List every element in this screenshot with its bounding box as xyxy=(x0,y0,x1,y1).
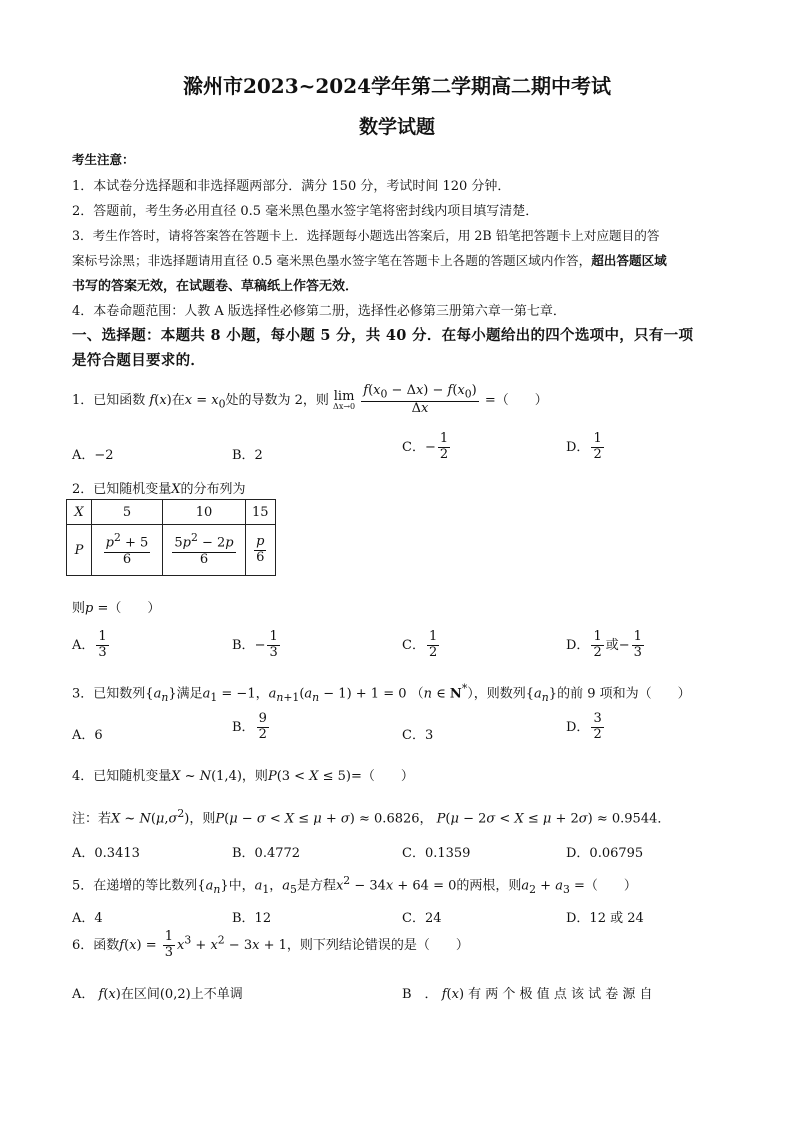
section-heading-line2: 是符合题目要求的． xyxy=(72,352,206,369)
option-label: D． xyxy=(566,439,590,455)
option-label: A． xyxy=(72,637,95,653)
q2-stem-part: 的分布列为 xyxy=(180,482,246,497)
table-head-x: X xyxy=(67,500,92,525)
q3-option-c: C．3 xyxy=(402,728,434,743)
q3-stem-part: ），则数列 xyxy=(467,686,526,702)
q6-stem-part: 6．函数 xyxy=(72,937,120,953)
q4-note-part: ，则 xyxy=(189,811,216,827)
limit-operator: lim Δx→0 xyxy=(333,388,356,411)
q6-option-b-part: 有 两 个 极 值 点 该 试 卷 源 自 xyxy=(468,987,653,1002)
notice-item-3-cont xyxy=(72,250,667,269)
q6-stem-part: ，则下列结论错误的是（ ） xyxy=(286,937,469,953)
q3-stem-part: （ xyxy=(410,686,424,702)
notice-heading: 考生注意： xyxy=(72,152,135,167)
q4-option-a: A．0.3413 xyxy=(72,846,140,861)
option-label: C． xyxy=(402,637,425,653)
table-p-label: P xyxy=(67,525,92,576)
option-label: D． xyxy=(566,719,590,735)
q4-option-b: B．0.4772 xyxy=(232,846,301,861)
q1-stem-part: 处的导数为 2，则 xyxy=(225,392,329,408)
q5-stem-part: 是方程 xyxy=(296,878,336,894)
q2-option-b: B．− $\frac{1}{3}$ xyxy=(232,629,278,660)
q5-stem-part: 5．在递增的等比数列 xyxy=(72,878,198,894)
q3-stem-part: 的前 9 项和为（ ） xyxy=(557,686,691,702)
q1-option-b: B．2 xyxy=(232,448,263,463)
q5-stem-part: =（ ） xyxy=(574,878,637,894)
option-label: B． xyxy=(232,637,255,653)
q4-stem-part: 4．已知随机变量 xyxy=(72,769,172,784)
notice-item-3: 3．考生作答时，请将答案答在答题卡上．选择题每小题选出答案后，用 2B 铅笔把答题卡上对应题目的答 xyxy=(72,228,660,243)
table-head-10: 10 xyxy=(163,500,246,525)
q2-option-a: A． $\frac{1}{3}$ xyxy=(72,629,107,660)
q2-ask: 则p =（ ） xyxy=(72,601,161,616)
question-2-stem: 2．已知随机变量X的分布列为 xyxy=(72,482,246,497)
option-or: 或 xyxy=(605,637,619,653)
q3-stem-part: 满足 xyxy=(176,686,203,702)
q5-option-c: C．24 xyxy=(402,911,442,926)
math-fx: f xyxy=(149,392,155,408)
notice-item-1: 1．本试卷分选择题和非选择题两部分．满分 150 分，考试时间 120 分钟． xyxy=(72,179,511,194)
question-4-note: 注：若X ~ $N(\mu,\sigma^2)$，则P(μ − σ < X ≤ μ + σ) ≈ 0.6826， P(μ − 2σ < X ≤ μ + 2σ) ≈ 0.9544． xyxy=(72,807,671,827)
q3-option-d: D． $\frac{3}{2}$ xyxy=(566,711,602,742)
q1-option-a: A．−2 xyxy=(72,448,114,463)
q5-option-b: B．12 xyxy=(232,911,272,926)
table-p-5: $\frac{p^2 + 5}{6}$ xyxy=(92,525,163,576)
q4-note-part: ≈ 0.6826， xyxy=(359,811,433,827)
q6-option-a-part: 上不单调 xyxy=(190,987,243,1002)
q1-option-d: D． $\frac{1}{2}$ xyxy=(566,431,602,462)
question-5-stem: 5．在递增的等比数列$\{a_n\}$中，$a_1$，$a_5$是方程$x^2 - 34x + 64 = 0$的两根，则$a_2 + a_3$ =（ ） xyxy=(72,874,637,896)
table-p-10: $\frac{5p^2 - 2p}{6}$ xyxy=(163,525,246,576)
q6-option-a: A． f(x)在区间(0,2)上不单调 xyxy=(72,987,243,1002)
q5-option-d: D．12 或 24 xyxy=(566,911,644,926)
notice-item-2: 2．答题前，考生务必用直径 0.5 毫米黑色墨水签字笔将密封线内项目填写清楚． xyxy=(72,204,539,219)
notice-item-3-line3: 书写的答案无效，在试题卷、草稿纸上作答无效． xyxy=(72,279,359,294)
notice-item-3-bold: 超出答题区域 xyxy=(591,253,667,268)
q3-option-b: B． $\frac{9}{2}$ xyxy=(232,711,267,742)
exam-title: 滁州市2023~2024学年第二学期高二期中考试 xyxy=(182,74,612,98)
question-3-stem: 3．已知数列$\{a_n\}$满足$a_1 = -1$，$a_{n+1}(a_n - 1) + 1 = 0$ （n ∈ N*），则数列$\{a_n\}$的前 9 项和为（ ） xyxy=(72,682,691,704)
notice-item-3-line2: 案标号涂黑；非选择题请用直径 0.5 毫米黑色墨水签字笔在答题卡上各题的答题区域内作答， xyxy=(72,253,592,268)
q5-stem-part: 中， xyxy=(228,878,255,894)
q4-option-c: C．0.1359 xyxy=(402,846,471,861)
section-heading-line1: 一、选择题：本题共 8 小题，每小题 5 分，共 40 分．在每小题给出的四个选项中，只有一项 xyxy=(72,327,694,344)
question-6-stem: 6．函数f(x) = $\frac{1}{3}$ $x^3 + x^2 - 3x + 1$，则下列结论错误的是（ ） xyxy=(72,929,469,960)
q2-stem-part: 2．已知随机变量 xyxy=(72,482,172,497)
option-label: D． xyxy=(566,637,590,653)
q4-option-d: D．0.06795 xyxy=(566,846,644,861)
option-label: A． xyxy=(72,987,95,1002)
q3-stem-part: 3．已知数列 xyxy=(72,686,146,702)
exam-subtitle: 数学试题 xyxy=(358,116,435,138)
q6-option-b: B ． f(x) 有 两 个 极 值 点 该 试 卷 源 自 xyxy=(402,987,653,1002)
option-label: B． xyxy=(232,719,255,735)
question-4-stem: 4．已知随机变量X ~ N(1,4)，则P(3 < X ≤ 5)=（ ） xyxy=(72,769,414,784)
q4-stem-part: =（ ） xyxy=(350,769,414,784)
option-label: C． xyxy=(402,439,425,455)
q5-stem-part: 的两根，则 xyxy=(456,878,522,894)
q2-ask-part: =（ ） xyxy=(97,601,161,616)
q1-stem-part: 在 xyxy=(171,392,185,408)
q4-note-part: 注：若 xyxy=(72,811,112,827)
q1-difference-quotient: $\frac{f(x_0 - \Delta x) - f(x_0)}{\Delta x}$ xyxy=(363,383,477,417)
q4-note-part: ≈ 0.9544． xyxy=(596,811,671,827)
q4-stem-part: ，则 xyxy=(241,769,268,784)
q5-option-a: A．4 xyxy=(72,911,103,926)
q2-option-d: D． $\frac{1}{2}$ 或− $\frac{1}{3}$ xyxy=(566,629,642,660)
q2-option-c: C． $\frac{1}{2}$ xyxy=(402,629,438,660)
table-p-15: $\frac{p}{6}$ xyxy=(246,525,276,576)
notice-item-4: 4．本卷命题范围：人教 A 版选择性必修第二册，选择性必修第三册第六章一第七章． xyxy=(72,304,566,319)
table-head-15: 15 xyxy=(246,500,276,525)
q6-option-a-part: 在区间 xyxy=(120,987,160,1002)
q2-ask-part: 则 xyxy=(72,601,86,616)
q1-stem-part: 1．已知函数 xyxy=(72,392,146,408)
distribution-table xyxy=(66,499,276,576)
question-1-stem: 1．已知函数 f(x)在$x = x_0$处的导数为 2，则 lim Δx→0 $\frac{f(x_0 - \Delta x) - f(x_0)}{\Delta x}$ =（ ） xyxy=(72,383,548,417)
table-head-5: 5 xyxy=(92,500,163,525)
q1-option-c: C．− $\frac{1}{2}$ xyxy=(402,431,449,462)
q1-stem-part: =（ ） xyxy=(484,392,548,408)
option-label: B ． xyxy=(402,987,438,1002)
q3-option-a: A．6 xyxy=(72,728,103,743)
